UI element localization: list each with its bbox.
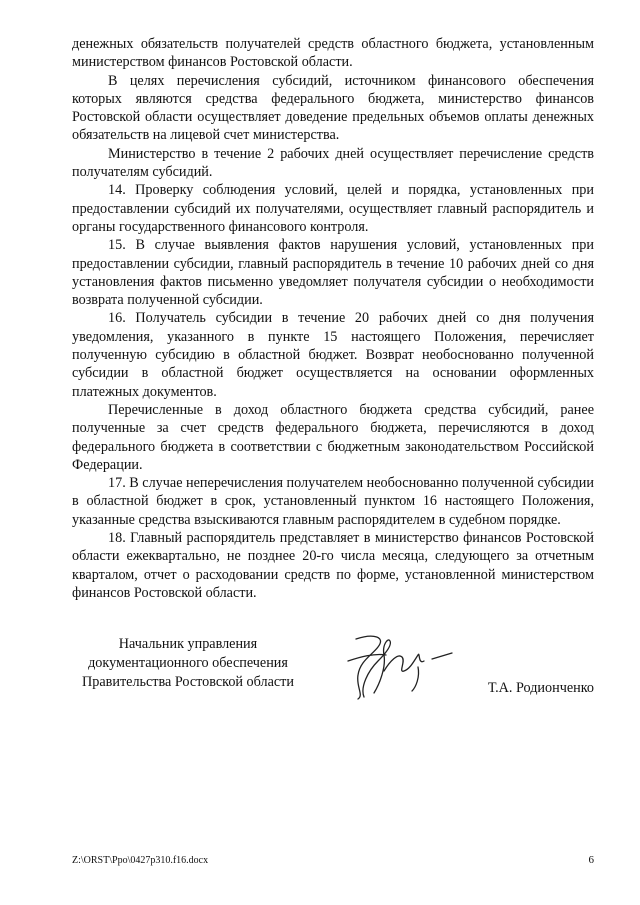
paragraph-continuation: денежных обязательств получателей средств областного бюджета, установленным министерством финансов Ростовской области.: [72, 36, 594, 71]
paragraph-16: 16. Получатель субсидии в течение 20 рабочих дней со дня получения уведомления, указанного в пункте 15 настоящего Положения, перечисляет полученную субсидию в областной бюджет. Возврат необоснованно полученной субсидии в областной бюджет осуществляется на основании оформленных платежных документов.: [72, 310, 594, 400]
signatory-position: [72, 635, 304, 692]
paragraph-17: 17. В случае неперечисления получателем необоснованно полученной субсидии в областной бюджет в срок, установленный пунктом 16 настоящего Положения, указанные средства взыскиваются главным распорядителем в судебном порядке.: [72, 475, 594, 528]
signatory-position-line: Правительства Ростовской области: [82, 674, 294, 690]
paragraph-14: 14. Проверку соблюдения условий, целей и порядка, установленных при предоставлении субсидий их получателями, осуществляет главный распорядитель и органы государственного финансового контроля.: [72, 182, 594, 235]
paragraph-18: 18. Главный распорядитель представляет в министерство финансов Ростовской области ежеквартально, не позднее 20-го числа месяца, следующего за отчетным кварталом, отчет о расходовании средств по форме, установленной министерством финансов Ростовской области.: [72, 530, 594, 601]
signature-block: [72, 635, 594, 715]
paragraph-federal-funds: В целях перечисления субсидий, источником финансового обеспечения которых являются средства федерального бюджета, министерство финансов Ростовской области осуществляет доведение предельных объемов оплаты денежных обязательств на лицевой счет министерства.: [72, 72, 594, 144]
paragraph-15: 15. В случае выявления фактов нарушения условий, установленных при предоставлении субсидии, главный распорядитель в течение 10 рабочих дней со дня установления фактов письменно уведомляет получателя субсидии о необходимости возврата полученной субсидии.: [72, 237, 594, 309]
signatory-position-line: Начальник управления: [118, 636, 258, 652]
paragraph-federal-return: Перечисленные в доход областного бюджета средства субсидий, ранее полученные за счет средств федерального бюджета, перечисляются в доход федерального бюджета в соответствии с бюджетным законодательством Российской Федерации.: [72, 401, 594, 473]
footer-file-path: Z:\ORST\Ppo\0427p310.f16.docx: [72, 855, 209, 866]
document-body: [72, 35, 594, 602]
paragraph-transfer-term: Министерство в течение 2 рабочих дней осуществляет перечисление средств получателям субсидий.: [72, 145, 594, 181]
signatory-name: Т.А. Родионченко: [487, 680, 594, 696]
handwritten-signature: [334, 631, 464, 703]
signatory-position-line: документационного обеспечения: [88, 655, 288, 671]
page-number: 6: [588, 854, 594, 866]
